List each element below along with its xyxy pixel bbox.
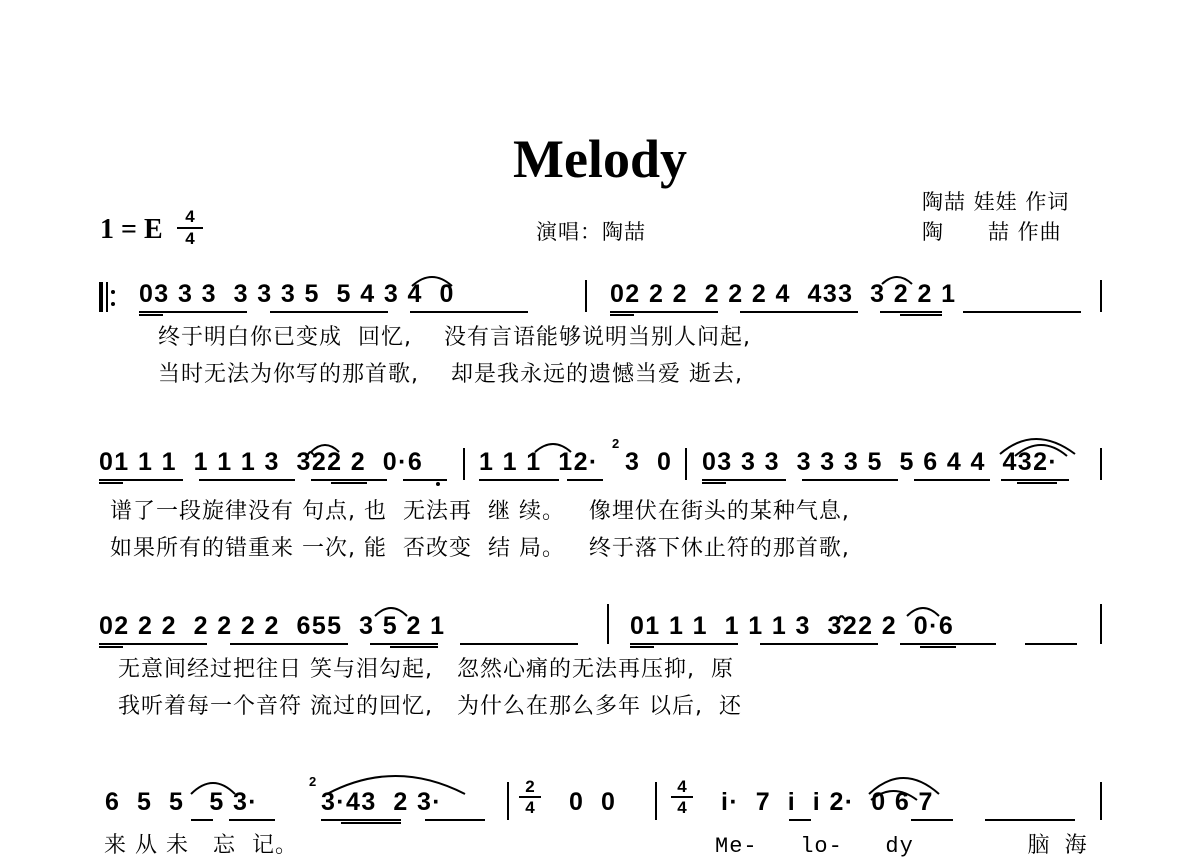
lyrics-row-4-verse-1: 来 从 未 忘 记。 [104, 833, 298, 858]
lyrics-row-2-verse-1: 谱了一段旋律没有 句点, 也 无法再 继 续。 像埋伏在街头的某种气息, [110, 499, 850, 524]
measure-6-notes: 02 2 2 2 2 2 2 655 3 5 2 1 [99, 612, 446, 640]
lyrics-row-2-verse-2: 如果所有的错重来 一次, 能 否改变 结 局。 终于落下休止符的那首歌, [110, 536, 850, 561]
measure-8-tail-notes: 3·43 2 3· [321, 788, 443, 816]
measure-4-tail-notes: 3 0 [625, 448, 673, 476]
measure-9-notes: 0 0 [569, 788, 617, 816]
grace-note-2: 2 [309, 774, 317, 789]
lyrics-row-4-verse-2: Me- lo- dy 脑 海 [715, 834, 1088, 859]
key-signature: 1 = E [100, 214, 163, 245]
measure-10-notes: i· 7 i i 2· 0 6 7 [721, 788, 934, 816]
lyrics-row-1-verse-1: 终于明白你已变成 回忆, 没有言语能够说明当别人问起, [158, 325, 751, 350]
measure-8-notes: 6 5 5 5 3· [105, 788, 259, 816]
time-signature [177, 208, 203, 248]
measure-4-notes: 1 1 1 12· [479, 448, 599, 476]
lyrics-row-3-verse-2: 我听着每一个音符 流过的回忆, 为什么在那么多年 以后, 还 [118, 694, 742, 719]
measure-7-notes: 01 1 1 1 1 1 3 3̂22 2 0·6 [630, 612, 955, 640]
measure-1-notes: 03 3 3 3 3 3 5 5 4 3 4 0 [139, 280, 455, 308]
measure-2-notes: 02 2 2 2 2 2 4 433 3 2 2 1 [610, 280, 957, 308]
singer-credit: 演唱：陶喆 [536, 220, 646, 244]
lyrics-row-1-verse-2: 当时无法为你写的那首歌, 却是我永远的遗憾当爱 逝去, [158, 362, 743, 387]
measure-5-notes: 03 3 3 3 3 3 5 5 6 4 4 432· [702, 448, 1059, 476]
time-signature-top: 4 [185, 207, 195, 226]
time-signature-change-1: 2 4 [519, 778, 541, 816]
measure-3-notes: 01 1 1 1 1 1 3 3̂22 2 0·6 [99, 448, 424, 476]
time-signature-bottom: 4 [185, 229, 195, 248]
time-signature-change-2: 4 4 [671, 778, 693, 816]
lyricist-credit: 陶喆 娃娃 作词 [922, 190, 1070, 214]
song-title: Melody [513, 129, 687, 189]
grace-note: 2 [612, 436, 620, 451]
composer-credit: 陶 喆 作曲 [922, 220, 1062, 244]
lyrics-row-3-verse-1: 无意间经过把往日 笑与泪勾起, 忽然心痛的无法再压抑, 原 [118, 657, 734, 682]
